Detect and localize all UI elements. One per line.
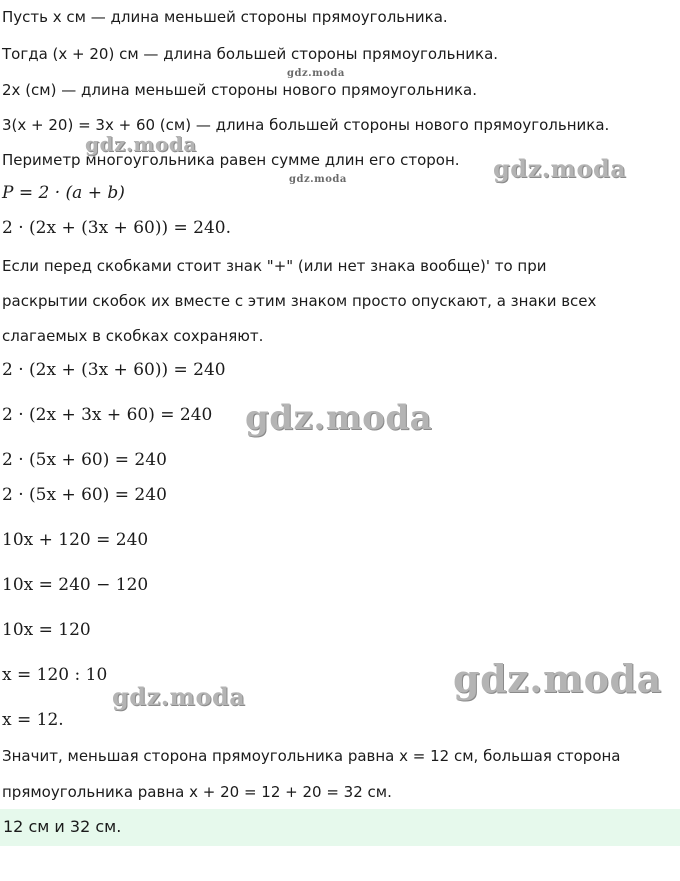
watermark: gdz.moda	[245, 398, 433, 438]
watermark: gdz.moda	[287, 68, 345, 79]
answer-box	[0, 809, 680, 846]
step-2: 2 · (2x + 3x + 60) = 240	[2, 405, 213, 425]
line-1: Пусть x см — длина меньшей стороны прямоугольника.	[2, 8, 448, 26]
step-1: 2 · (2x + (3x + 60)) = 240	[2, 360, 226, 380]
step-9: x = 12.	[2, 710, 64, 730]
rule-line-2: раскрытии скобок их вместе с этим знаком просто опускают, а знаки всех	[2, 292, 597, 310]
watermark: gdz.moda	[85, 132, 197, 156]
watermark: gdz.moda	[289, 174, 347, 185]
step-7: 10x = 120	[2, 620, 91, 640]
step-4: 2 · (5x + 60) = 240	[2, 485, 167, 505]
conclusion-line-2: прямоугольника равна x + 20 = 12 + 20 = 32 см.	[2, 783, 392, 801]
line-4: 3(x + 20) = 3x + 60 (см) — длина большей стороны нового прямоугольника.	[2, 116, 610, 134]
answer-text: 12 см и 32 см.	[3, 817, 122, 836]
formula-perimeter: P = 2 · (a + b)	[2, 183, 125, 203]
step-3: 2 · (5x + 60) = 240	[2, 450, 167, 470]
step-5: 10x + 120 = 240	[2, 530, 149, 550]
rule-line-1: Если перед скобками стоит знак "+" (или нет знака вообще)' то при	[2, 257, 547, 275]
watermark: gdz.moda	[493, 154, 627, 183]
conclusion-line-1: Значит, меньшая сторона прямоугольника равна x = 12 см, большая сторона	[2, 747, 621, 765]
line-5: Периметр многоугольника равен сумме длин его сторон.	[2, 151, 460, 169]
step-8: x = 120 : 10	[2, 665, 108, 685]
equation-1: 2 · (2x + (3x + 60)) = 240.	[2, 218, 232, 238]
watermark: gdz.moda	[453, 656, 662, 701]
rule-line-3: слагаемых в скобках сохраняют.	[2, 327, 264, 345]
watermark: gdz.moda	[112, 682, 246, 711]
line-2: Тогда (x + 20) см — длина большей стороны прямоугольника.	[2, 45, 499, 63]
step-6: 10x = 240 − 120	[2, 575, 149, 595]
line-3: 2x (см) — длина меньшей стороны нового прямоугольника.	[2, 81, 478, 99]
